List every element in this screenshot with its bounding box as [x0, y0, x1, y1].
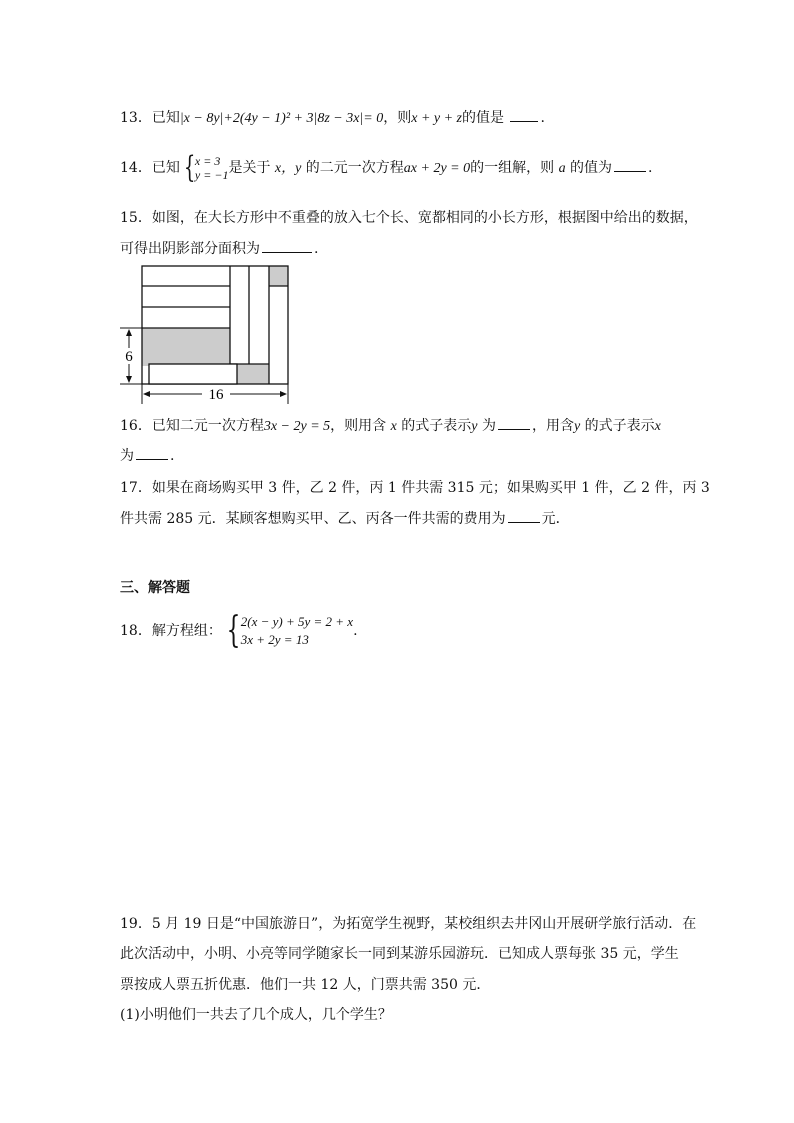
q15-end: .	[314, 241, 319, 257]
answer-blank[interactable]	[614, 159, 646, 172]
question-15-line1: 15．如图，在大长方形中不重叠的放入七个长、宽都相同的小长方形，根据图中给出的数据，	[120, 210, 698, 226]
question-14	[120, 150, 653, 185]
question-19-line2: 此次活动中，小明、小亮等同学随家长一同到某游乐园游玩．已知成人票每张 35 元，学生	[120, 946, 679, 962]
q16-var-y2: y	[573, 419, 581, 434]
answer-blank[interactable]	[262, 240, 312, 253]
q14-system	[180, 150, 229, 185]
q13-end: .	[540, 110, 545, 126]
question-17-line1: 17．如果在商场购买甲 3 件，乙 2 件，丙 1 件共需 315 元；如果购买甲 1 件，乙 2 件，丙 3	[120, 480, 710, 496]
q14-mid: 是关于	[228, 160, 271, 176]
q16-mid4: ，用含	[531, 418, 574, 434]
height-label: 6	[125, 349, 133, 365]
q16-prefix: 16．已知二元一次方程	[120, 418, 264, 434]
q16-var-x: x	[390, 419, 397, 434]
arrow-down-icon	[126, 376, 132, 383]
q18-eq2: 3x + 2y = 13	[240, 632, 309, 647]
answer-blank[interactable]	[498, 417, 530, 430]
question-16	[120, 417, 661, 436]
brace-icon: {	[183, 150, 196, 185]
q13-mid: ，则	[383, 110, 412, 126]
q18-system	[222, 610, 354, 651]
q18-end: .	[353, 623, 358, 639]
question-13	[120, 109, 545, 128]
arrow-up-icon	[126, 329, 132, 336]
q14-equation: ax + 2y = 0	[403, 161, 471, 176]
section-title: 三、解答题	[120, 580, 190, 596]
q16-mid2: 的式子表示	[401, 418, 472, 434]
q16-mid: ，则用含	[330, 418, 387, 434]
arrow-left-icon	[143, 391, 150, 397]
q15-text: 可得出阴影部分面积为	[120, 241, 260, 257]
q14-prefix: 14．已知	[120, 160, 180, 176]
question-19-line4: (1)小明他们一共去了几个成人，几个学生？	[120, 1007, 392, 1023]
q14-vars: x，y	[274, 161, 302, 176]
q14-end: .	[648, 160, 653, 176]
arrow-right-icon	[280, 391, 287, 397]
q14-tail: 的一组解，则	[470, 160, 555, 176]
shaded-region-top-right	[269, 266, 288, 286]
answer-blank[interactable]	[136, 447, 168, 460]
answer-blank[interactable]	[510, 109, 538, 122]
q14-var-a: a	[558, 161, 566, 176]
q18-prefix: 18．解方程组：	[120, 623, 222, 639]
q14-tail2: 的值为	[570, 160, 613, 176]
q18-eq1: 2(x − y) + 5y = 2 + x	[240, 614, 354, 629]
q13-prefix: 13．已知	[120, 110, 180, 126]
answer-blank[interactable]	[508, 510, 540, 523]
q14-mid2: 的二元一次方程	[305, 160, 404, 176]
q13-tail: 的值是	[462, 110, 505, 126]
q17-end: 元．	[541, 511, 570, 527]
q13-expression: |x − 8y|+2(4y − 1)² + 3|8z − 3x|= 0	[179, 111, 384, 126]
question-18	[120, 610, 358, 651]
brace-icon: {	[226, 610, 241, 651]
q14-eq1: x = 3	[194, 154, 221, 168]
q16-mid3: 为	[481, 418, 496, 434]
width-label: 16	[208, 387, 224, 403]
q13-target: x + y + z	[411, 111, 463, 126]
q15-figure	[112, 262, 302, 408]
q16-var-y: y	[471, 419, 478, 434]
q16-end: .	[170, 448, 175, 464]
q16-equation: 3x − 2y = 5	[263, 419, 331, 434]
bottom-small-rectangle	[149, 364, 237, 384]
question-19-line3: 票按成人票五折优惠．他们一共 12 人，门票共需 350 元．	[120, 977, 491, 993]
shaded-region-bottom	[237, 364, 269, 384]
q16-line2-pre: 为	[120, 448, 134, 464]
question-19-line1: 19．5 月 19 日是“中国旅游日”，为拓宽学生视野，某校组织去井冈山开展研学旅行活动．在	[120, 916, 697, 932]
question-16-line2	[120, 447, 174, 465]
q17-text: 件共需 285 元．某顾客想购买甲、乙、丙各一件共需的费用为	[120, 511, 506, 527]
shaded-region-left	[142, 328, 230, 366]
q16-var-x2: x	[654, 419, 661, 434]
question-15-line2	[120, 240, 318, 258]
q16-mid5: 的式子表示	[584, 418, 655, 434]
question-17-line2	[120, 510, 570, 528]
q14-eq2: y = −1	[194, 168, 229, 182]
